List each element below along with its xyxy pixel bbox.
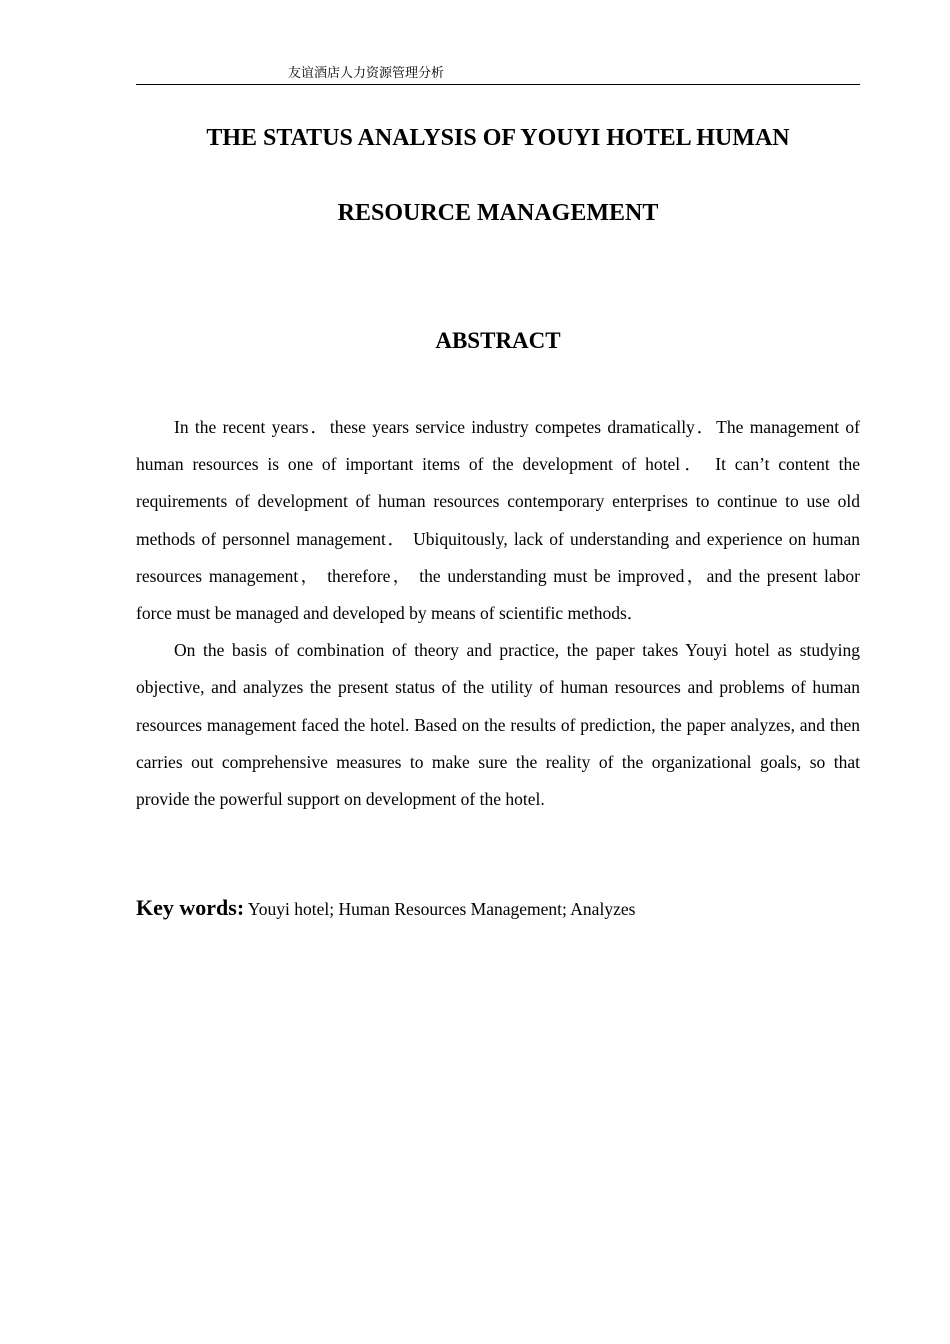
abstract-body xyxy=(136,409,860,818)
abstract-paragraph-2: On the basis of combination of theory and practice, the paper takes Youyi hotel as studying objective, and analyzes the present status of the utility of human resources and problems of human resources management faced the hotel. Based on the results of prediction, the paper analyzes, and then carries out comprehensive measures to make sure the reality of the organizational goals, so that provide the powerful support on development of the hotel. xyxy=(136,640,860,810)
abstract-heading: ABSTRACT xyxy=(435,328,561,353)
keywords-text: Youyi hotel; Human Resources Management; Analyzes xyxy=(244,899,636,919)
abstract-paragraph-1: In the recent years．these years service industry competes dramatically．The management of human resources is one of important items of the development of hotel． It can’t content the requirements of development of human resources contemporary enterprises to continue to use old methods of personnel management． Ubiquitously, lack of understanding and experience on human resources management， therefore， the understanding must be improved，and the present labor force must be managed and developed by means of scientific methods． xyxy=(136,417,860,624)
keywords xyxy=(136,892,860,925)
page-header xyxy=(136,64,860,85)
document-title-line-2: RESOURCE MANAGEMENT xyxy=(337,200,659,226)
document-title-line-1: THE STATUS ANALYSIS OF YOUYI HOTEL HUMAN xyxy=(206,125,790,151)
keywords-label: Key words: xyxy=(136,895,245,920)
running-title: 友谊酒店人力资源管理分析 xyxy=(288,66,445,81)
